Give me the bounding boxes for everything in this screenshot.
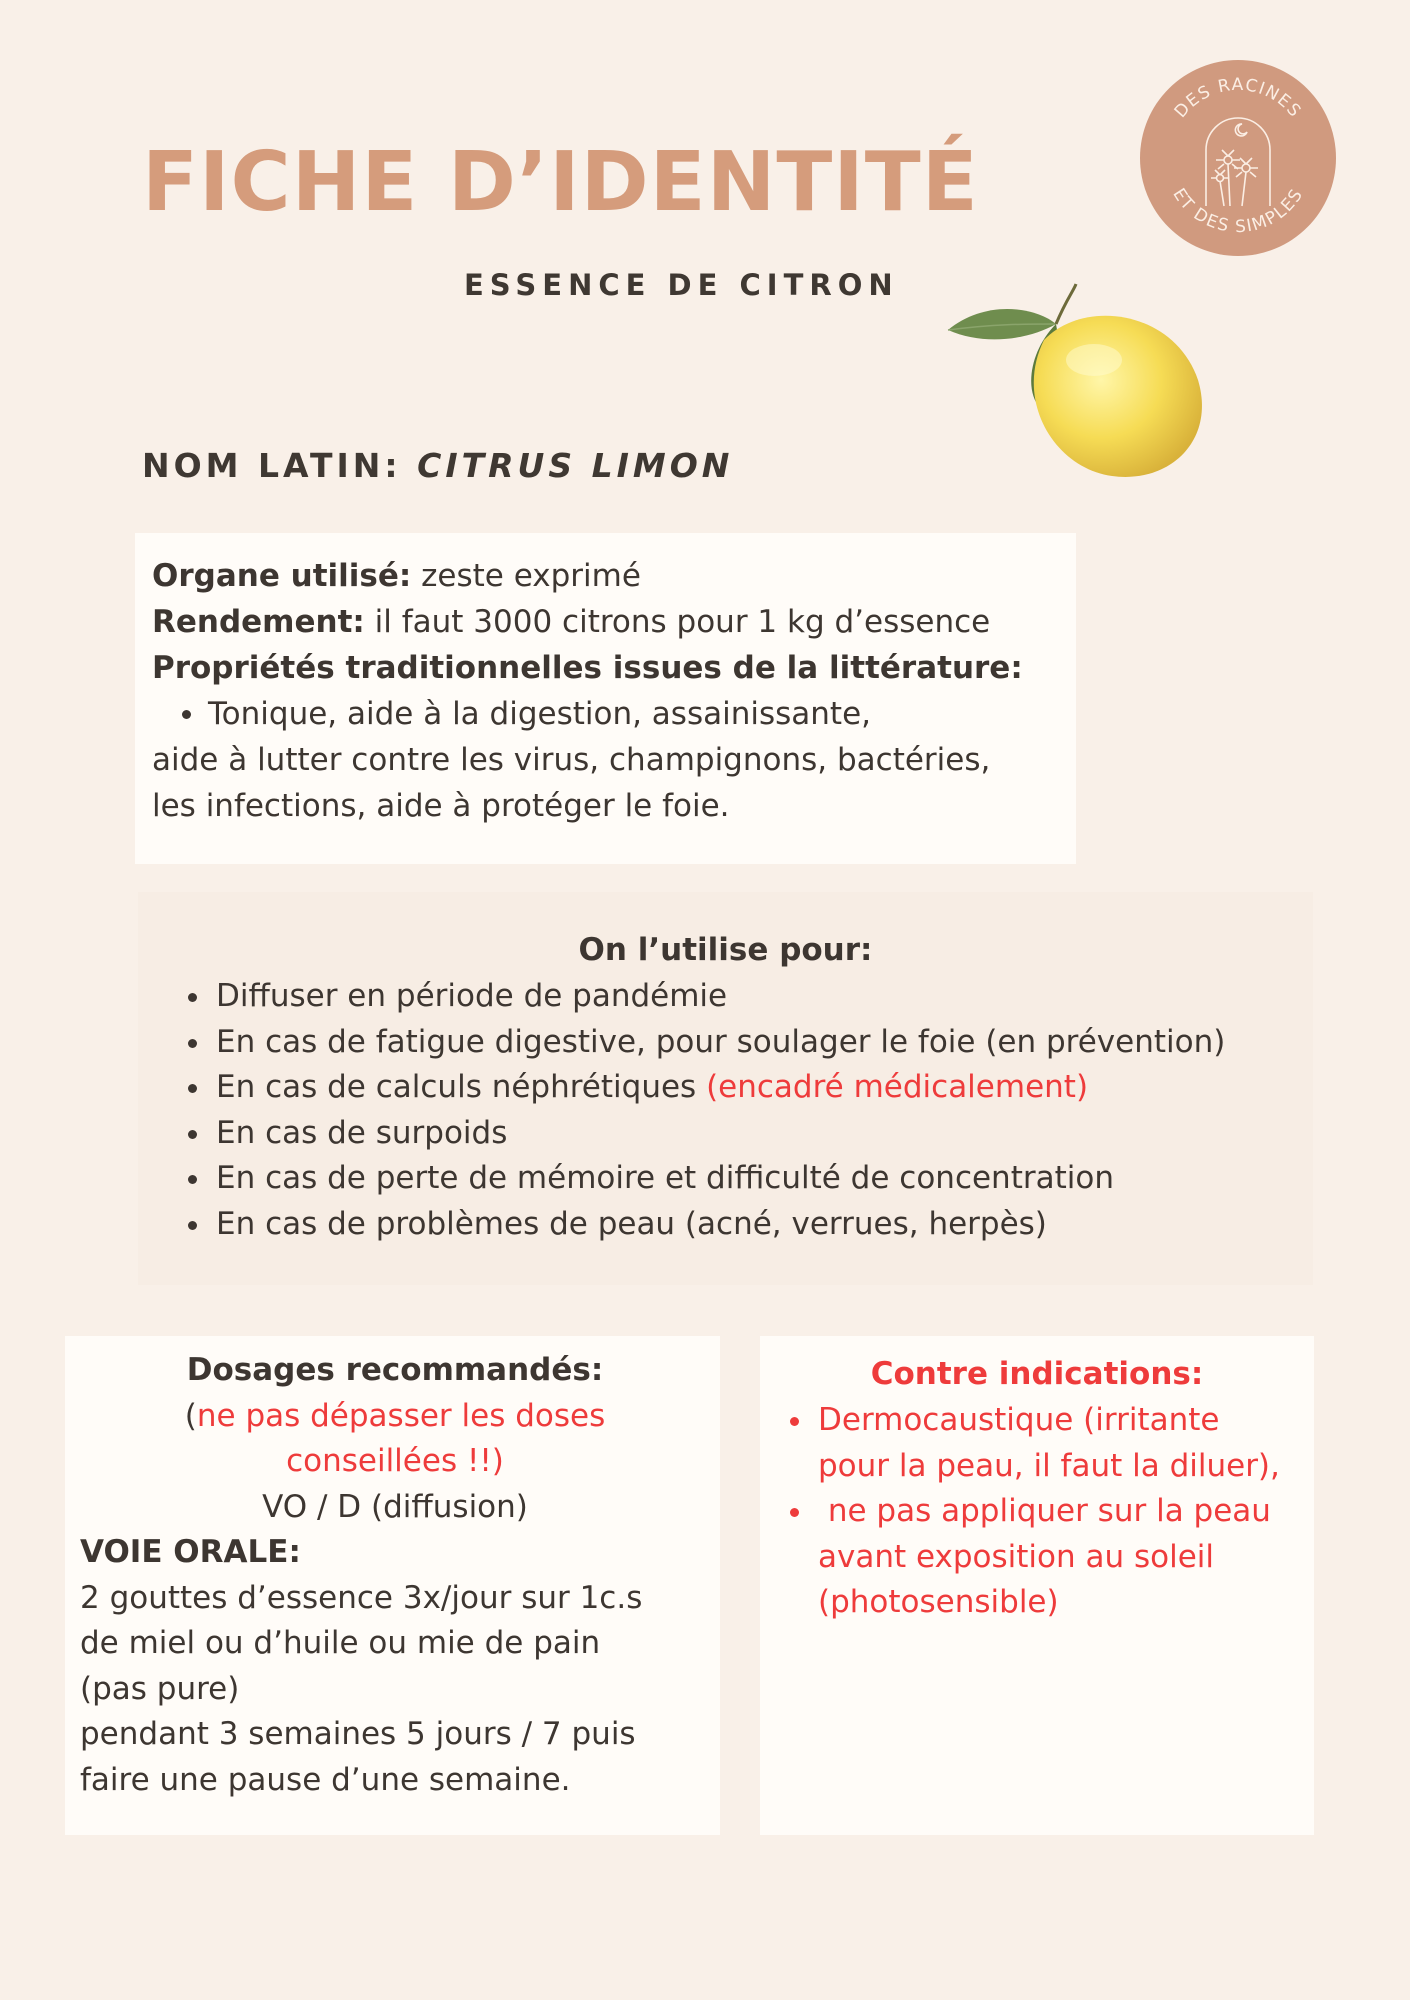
- latin-label: NOM LATIN:: [142, 446, 418, 485]
- list-item: Diffuser en période de pandémie: [178, 974, 1225, 1020]
- properties-line-2: aide à lutter contre les virus, champignons, bactéries,: [152, 742, 991, 778]
- organ-value: zeste exprimé: [411, 558, 641, 594]
- yield-line: [152, 599, 1072, 645]
- lemon-illustration: [944, 280, 1206, 486]
- dosage-warning-2: conseillées !!): [286, 1443, 504, 1479]
- dosage-line: de miel ou d’huile ou mie de pain: [80, 1625, 601, 1661]
- dosage-line: 2 gouttes d’essence 3x/jour sur 1c.s: [80, 1579, 643, 1616]
- uses-list: [178, 974, 1225, 1247]
- dosage-line: pendant 3 semaines 5 jours / 7 puis: [80, 1716, 636, 1752]
- logo-text-bottom: ET DES SIMPLES: [1168, 184, 1308, 238]
- list-item: En cas de fatigue digestive, pour soulager le foie (en prévention): [178, 1020, 1225, 1066]
- list-item: En cas de calculs néphrétiques (encadré médicalement): [178, 1065, 1225, 1111]
- dosage-line: faire une pause d’une semaine.: [80, 1761, 571, 1798]
- organ-label: Organe utilisé:: [152, 558, 412, 594]
- dosage-line: (pas pure): [80, 1670, 240, 1707]
- identity-card: [135, 533, 1076, 864]
- list-item: En cas de problèmes de peau (acné, verrues, herpès): [178, 1202, 1225, 1248]
- oral-label: VOIE ORALE:: [80, 1534, 301, 1570]
- dosage-heading: Dosages recommandés:: [186, 1352, 604, 1388]
- organ-line: [152, 553, 1072, 599]
- latin-name: CITRUS LIMON: [417, 446, 734, 485]
- properties-line-3: les infections, aide à protéger le foie.: [152, 788, 730, 824]
- yield-value: il faut 3000 citrons pour 1 kg d’essence: [364, 604, 991, 640]
- contraindications-card: [760, 1336, 1314, 1835]
- list-item: En cas de perte de mémoire et difficulté de concentration: [178, 1156, 1225, 1202]
- medical-note: (encadré médicalement): [706, 1069, 1089, 1105]
- latin-name-line: [142, 446, 733, 485]
- properties-label: Propriétés traditionnelles issues de la littérature:: [152, 650, 1023, 686]
- brand-logo: [1140, 60, 1336, 256]
- contra-heading: Contre indications:: [870, 1356, 1204, 1392]
- page-title: FICHE D’IDENTITÉ: [142, 135, 979, 230]
- dosage-card: [65, 1336, 720, 1835]
- list-item: Dermocaustique (irritante pour la peau, il faut la diluer),: [780, 1398, 1300, 1489]
- contra-list: [780, 1398, 1300, 1626]
- uses-heading: On l’utilise pour:: [578, 932, 873, 968]
- yield-label: Rendement:: [152, 604, 365, 640]
- list-item: ne pas appliquer sur la peau avant exposition au soleil (photosensible): [780, 1489, 1300, 1626]
- list-item: En cas de surpoids: [178, 1111, 1225, 1157]
- properties-bullet: Tonique, aide à la digestion, assainissante,: [152, 691, 1072, 737]
- dosage-route: VO / D (diffusion): [262, 1488, 528, 1525]
- page-subtitle: ESSENCE DE CITRON: [464, 268, 899, 302]
- uses-card: [138, 892, 1313, 1285]
- dosage-warning: (ne pas dépasser les doses: [184, 1397, 606, 1434]
- logo-text-top: DES RACINES: [1170, 74, 1306, 122]
